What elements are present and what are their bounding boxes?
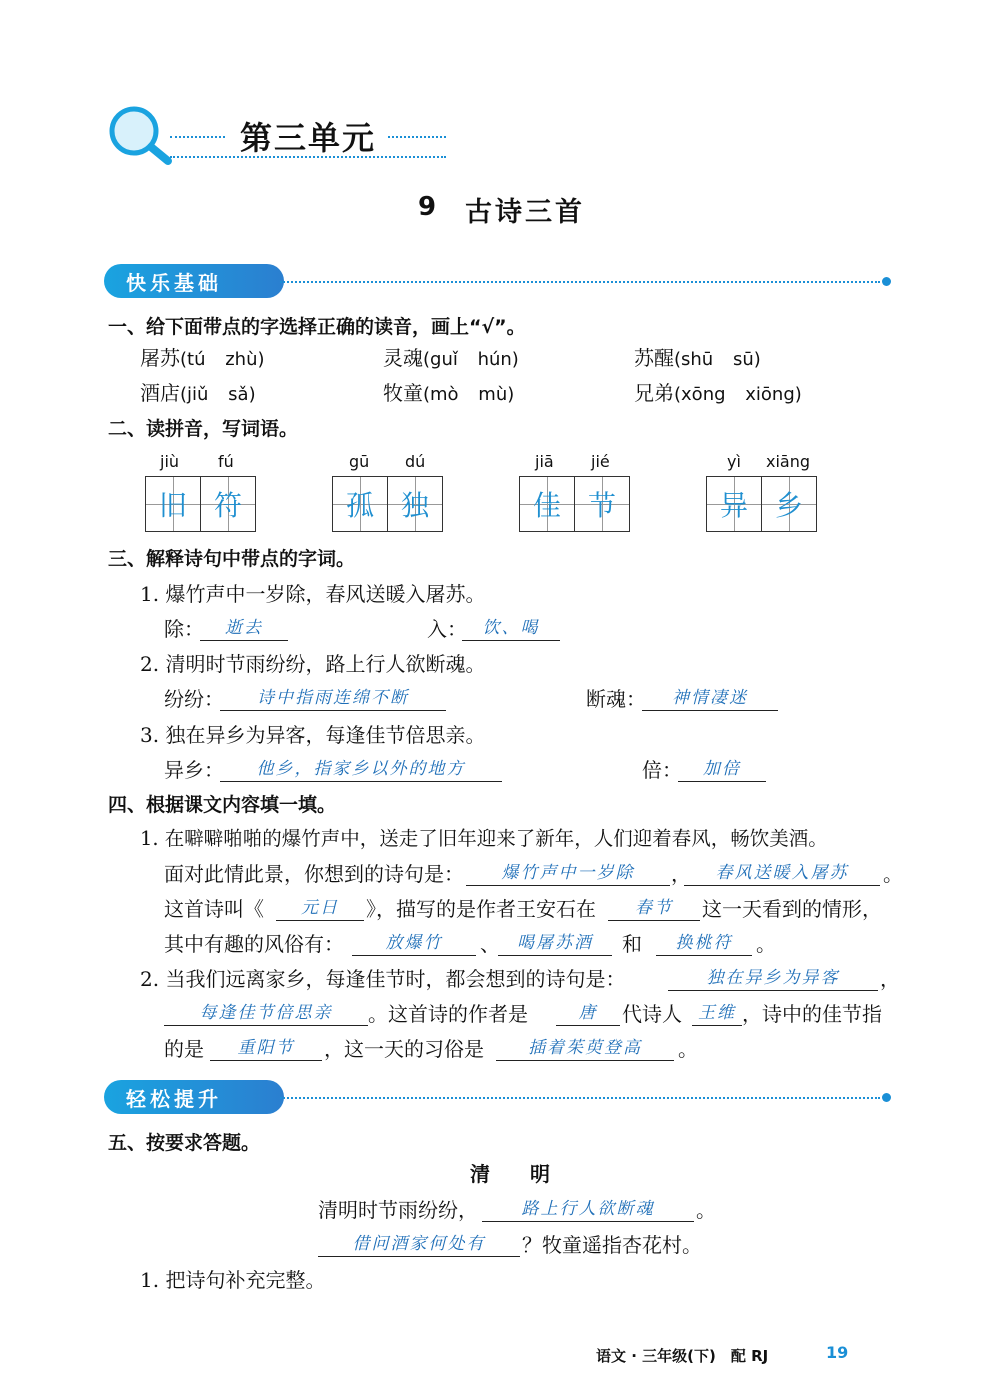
q3-label: 异乡： [164, 758, 224, 782]
answer-blank[interactable] [498, 927, 612, 956]
answer-text: 神情凄迷 [672, 688, 748, 708]
answer-text: 逝去 [225, 618, 263, 638]
q4-p1-text: 这一天看到的情形， [702, 897, 882, 921]
answer-text: 换桃符 [675, 933, 733, 953]
answer-blank[interactable] [496, 1032, 674, 1061]
q4-p2-line1: 2. 当我们远离家乡，每逢佳节时，都会想到的诗句是： [140, 967, 626, 991]
tianzige-cell[interactable] [706, 476, 761, 532]
unit-title-rule-bottom [170, 156, 446, 158]
q2-heading: 二、读拼音，写词语。 [108, 418, 299, 440]
answer-blank[interactable] [276, 892, 364, 921]
q3-label: 除： [164, 617, 204, 641]
poem-line: ？牧童遥指杏花村。 [522, 1233, 702, 1257]
answer-text: 饮、喝 [482, 618, 540, 638]
written-char: 旧 [158, 489, 187, 522]
banner-advance [104, 1080, 284, 1114]
banner-advance-label: 轻松提升 [126, 1086, 222, 1111]
banner-basic-rule [280, 281, 880, 283]
q4-p1-line1: 1. 在噼噼啪啪的爆竹声中，送走了旧年迎来了新年，人们迎着春风，畅饮美酒。 [140, 827, 828, 850]
answer-blank[interactable] [462, 612, 560, 641]
punct: ， [880, 967, 900, 991]
pinyin: dú [405, 452, 426, 471]
q1-word: 屠苏 [140, 346, 180, 370]
answer-text: 加倍 [703, 759, 741, 779]
q3-sentence-2: 2. 清明时节雨纷纷，路上行人欲断魂。 [140, 652, 486, 676]
tianzige-cell[interactable] [519, 476, 574, 532]
answer-blank[interactable] [656, 927, 752, 956]
q1-item-5 [383, 377, 514, 406]
pinyin: jiā [535, 452, 554, 471]
answer-text: 独在异乡为异客 [706, 968, 840, 988]
answer-blank[interactable] [678, 753, 766, 782]
answer-blank[interactable] [164, 997, 368, 1026]
q1-word: 牧童 [383, 381, 423, 405]
q4-p2-text: ，诗中的佳节指 [742, 1002, 882, 1026]
answer-blank[interactable] [210, 1032, 322, 1061]
pinyin: jié [591, 452, 610, 471]
q4-heading: 四、根据课文内容填一填。 [108, 794, 337, 816]
written-char: 独 [400, 489, 429, 522]
punct: 。 [756, 932, 776, 956]
written-char: 符 [213, 489, 242, 522]
q1-options[interactable]: (guǐ hún) [423, 349, 519, 370]
written-char: 乡 [774, 489, 803, 522]
q4-p2-text: 的是 [164, 1037, 204, 1061]
page-number: 19 [826, 1343, 849, 1362]
q1-item-2 [383, 342, 519, 371]
q4-p2-text: 代诗人 [622, 1002, 682, 1026]
answer-text: 每逢佳节倍思亲 [199, 1003, 333, 1023]
answer-blank[interactable] [220, 753, 502, 782]
written-char: 异 [719, 489, 748, 522]
tianzige-cell[interactable] [332, 476, 387, 532]
q3-label: 断魂： [586, 687, 646, 711]
pinyin: gū [349, 452, 370, 471]
answer-text: 他乡，指家乡以外的地方 [256, 759, 466, 779]
q1-item-6 [634, 377, 802, 406]
poem-line: 清明时节雨纷纷， [318, 1198, 478, 1222]
lesson-number: 9 [418, 192, 437, 222]
answer-text: 重阳节 [237, 1038, 295, 1058]
q1-heading: 一、给下面带点的字选择正确的读音，画上“√”。 [108, 316, 526, 338]
banner-basic [104, 264, 284, 298]
q4-p2-text: 。这首诗的作者是 [368, 1002, 528, 1026]
q1-word: 兄弟 [634, 381, 674, 405]
q3-label: 纷纷： [164, 687, 224, 711]
punct: ， [671, 862, 691, 886]
answer-text: 插着茱萸登高 [528, 1038, 642, 1058]
q1-options[interactable]: (xōng xiōng) [674, 384, 802, 405]
q5-sub-1: 1. 把诗句补充完整。 [140, 1268, 326, 1292]
answer-text: 元日 [301, 898, 339, 918]
unit-title: 第三单元 [240, 119, 377, 157]
written-char: 节 [587, 489, 616, 522]
answer-text: 放爆竹 [385, 933, 443, 953]
q1-word: 酒店 [140, 381, 180, 405]
unit-title-rule-right [388, 136, 446, 138]
q1-item-1 [140, 342, 265, 371]
answer-blank[interactable] [642, 682, 778, 711]
unit-title-rule-left [170, 136, 225, 138]
answer-blank[interactable] [352, 927, 476, 956]
q5-heading: 五、按要求答题。 [108, 1132, 261, 1154]
pinyin: xiāng [766, 452, 811, 471]
q3-label: 入： [427, 617, 467, 641]
q3-sentence-3: 3. 独在异乡为异客，每逢佳节倍思亲。 [140, 723, 486, 747]
answer-blank[interactable] [556, 997, 620, 1026]
answer-text: 唐 [578, 1003, 598, 1023]
answer-blank[interactable] [668, 962, 878, 991]
written-char: 佳 [532, 489, 561, 522]
answer-blank[interactable] [684, 857, 880, 886]
written-char: 孤 [345, 489, 374, 522]
answer-text: 爆竹声中一岁除 [501, 863, 635, 883]
tianzige-cell[interactable] [200, 476, 256, 532]
banner-basic-label: 快乐基础 [126, 270, 222, 295]
q4-p1-text: 面对此情此景，你想到的诗句是： [164, 862, 464, 886]
q1-options[interactable]: (jiǔ sǎ) [180, 384, 256, 405]
answer-text: 喝屠苏酒 [517, 933, 593, 953]
q1-options[interactable]: (mò mù) [423, 384, 515, 405]
q4-p1-text: 和 [622, 932, 642, 956]
q1-item-4 [140, 377, 256, 406]
q4-p1-text: 这首诗叫《 [164, 897, 264, 921]
answer-text: 春风送暖入屠苏 [715, 863, 849, 883]
q4-p1-text: 其中有趣的风俗有： [164, 932, 344, 956]
q1-options[interactable]: (tú zhù) [180, 349, 265, 370]
answer-blank[interactable] [466, 857, 670, 886]
tianzige-cell[interactable] [387, 476, 443, 532]
q4-p1-text: 》，描写的是作者王安石在 [366, 897, 596, 921]
answer-blank[interactable] [200, 612, 288, 641]
pinyin: jiù [160, 452, 180, 471]
q3-sentence-1: 1. 爆竹声中一岁除，春风送暖入屠苏。 [140, 582, 486, 606]
lesson-title: 古诗三首 [465, 197, 585, 228]
q3-label: 倍： [642, 758, 682, 782]
answer-text: 诗中指雨连绵不断 [257, 688, 409, 708]
q1-word: 苏醒 [634, 346, 674, 370]
punct: 。 [678, 1037, 698, 1061]
tianzige-cell[interactable] [145, 476, 200, 532]
answer-text: 春节 [635, 898, 673, 918]
footer-book: 语文 · 三年级(下) 配 RJ [596, 1347, 769, 1365]
pinyin: fú [218, 452, 234, 471]
q1-item-3 [634, 342, 761, 371]
answer-blank[interactable] [692, 997, 742, 1026]
q1-options[interactable]: (shū sū) [674, 349, 761, 370]
punct: 、 [480, 932, 500, 956]
answer-text: 借问酒家何处有 [352, 1234, 486, 1254]
banner-advance-dot [882, 1093, 891, 1102]
poem-title: 清 明 [470, 1162, 550, 1186]
q4-p2-text: ，这一天的习俗是 [324, 1037, 484, 1061]
banner-advance-rule [280, 1097, 880, 1099]
tianzige-cell[interactable] [761, 476, 817, 532]
answer-blank[interactable] [318, 1228, 520, 1257]
answer-blank[interactable] [608, 892, 700, 921]
punct: 。 [696, 1198, 716, 1222]
pinyin: yì [727, 452, 741, 471]
answer-text: 路上行人欲断魂 [521, 1199, 655, 1219]
answer-text: 王维 [698, 1003, 736, 1023]
answer-blank[interactable] [220, 682, 446, 711]
punct: 。 [883, 862, 903, 886]
q1-word: 灵魂 [383, 346, 423, 370]
answer-blank[interactable] [482, 1193, 694, 1222]
banner-basic-dot [882, 277, 891, 286]
q3-heading: 三、解释诗句中带点的字词。 [108, 548, 356, 570]
tianzige-cell[interactable] [574, 476, 630, 532]
